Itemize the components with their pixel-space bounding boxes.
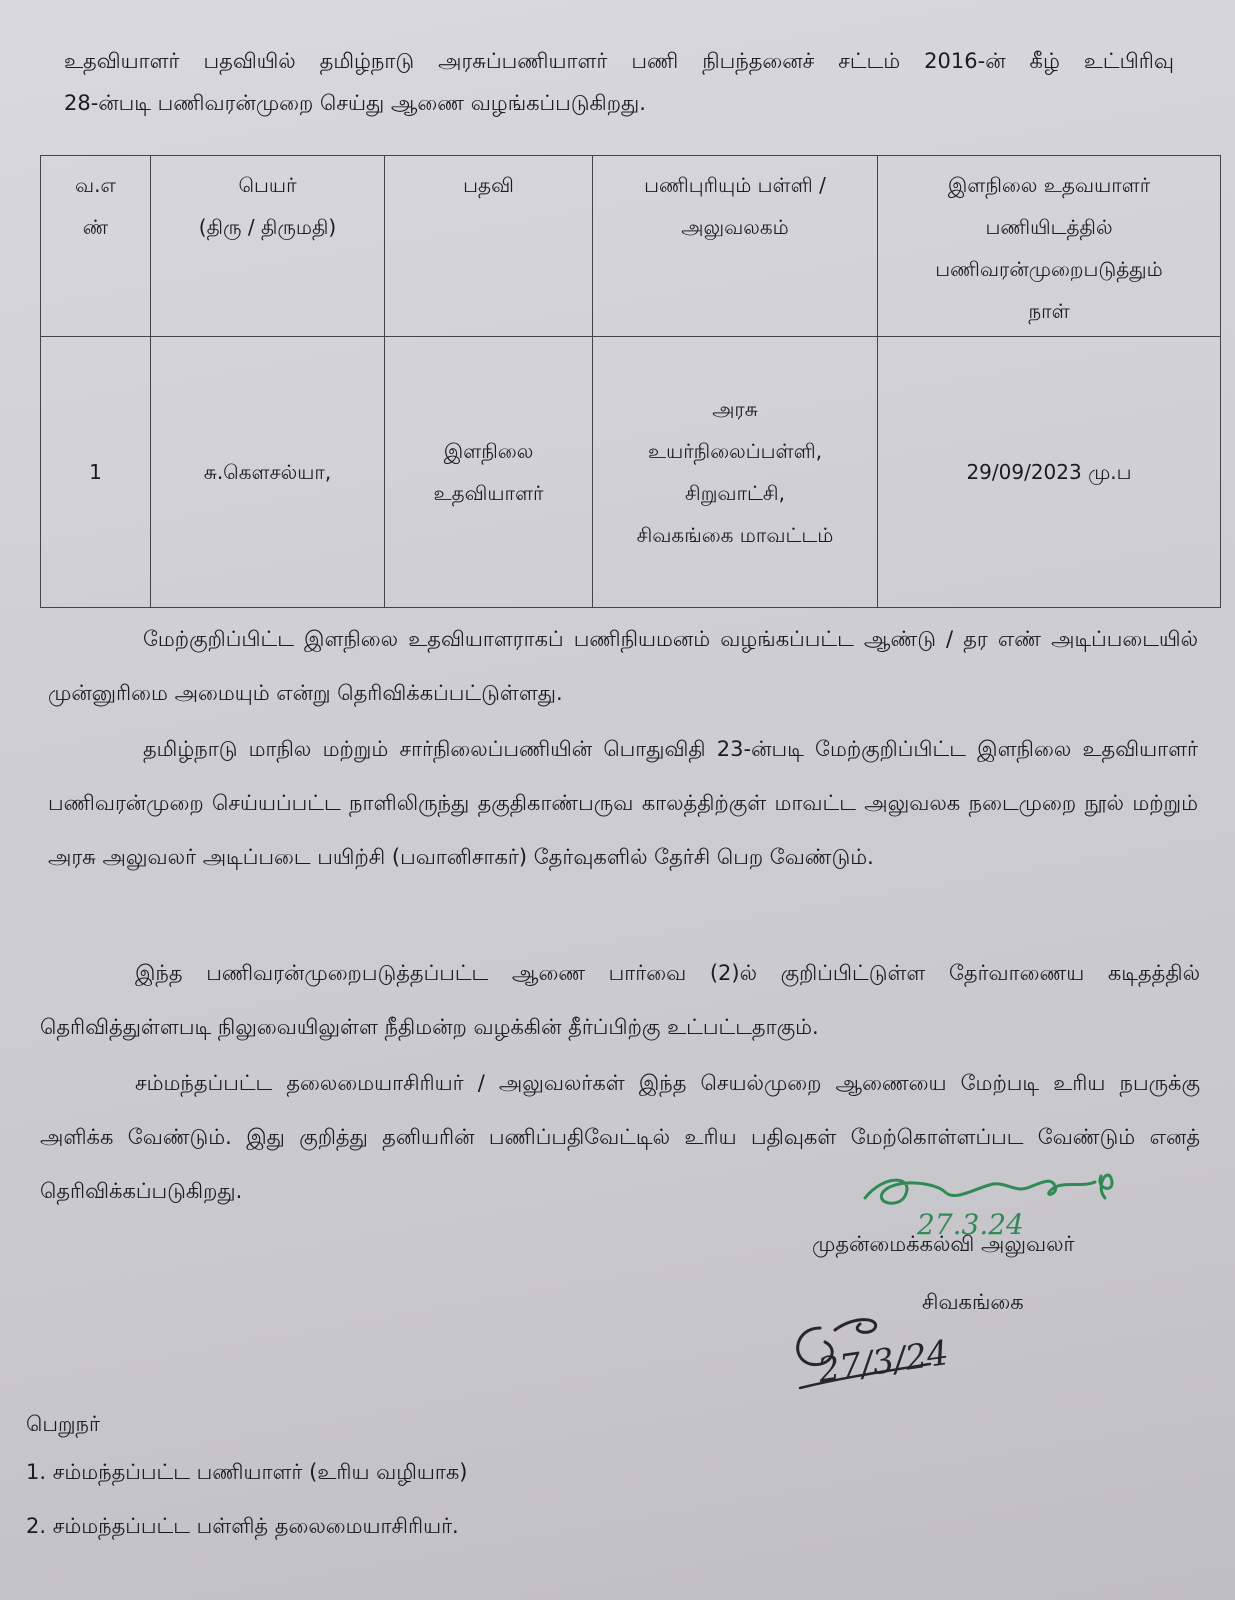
paragraph-instructions: சம்மந்தப்பட்ட தலைமையாசிரியர் / அலுவலர்கள் இந்த செயல்முறை ஆணையை மேற்படி உரிய நபருக்கு அளிக்க வேண்டும். இது குறித்து தனியரின் பணிப்பதிவேட்டில் உரிய பதிவுகள் மேற்கொள்ளப்பட வேண்டும் எனத் தெரிவிக்கப்படுகிறது. [40, 1071, 1200, 1203]
recipient-item: 2. சம்மந்தப்பட்ட பள்ளித் தலைமையாசிரியர். [26, 1514, 459, 1538]
svg-text:27.3.24: 27.3.24 [917, 1208, 1024, 1240]
header-date: இளநிலை உதவயாளர் பணியிடத்தில் பணிவரன்முறைபடுத்தும் நாள் [878, 156, 1221, 337]
recipient-item: 1. சம்மந்தப்பட்ட பணியாளர் (உரிய வழியாக) [26, 1460, 468, 1484]
header-office: பணிபுரியும் பள்ளி / அலுவலகம் [593, 156, 878, 337]
cell-office: அரசு உயர்நிலைப்பள்ளி, சிறுவாட்சி, சிவகங்கை மாவட்டம் [593, 337, 878, 608]
signature-dark-icon [780, 1310, 980, 1410]
intro-line-1: உதவியாளர் பதவியில் தமிழ்நாடு அரசுப்பணியாளர் பணி நிபந்தனைச் சட்டம் 2016-ன் கீழ் உட்பிரிவு [64, 49, 1174, 73]
paragraph-probation: தமிழ்நாடு மாநில மற்றும் சார்நிலைப்பணியின் பொதுவிதி 23-ன்படி மேற்குறிப்பிட்ட இளநிலை உதவியாளர் பணிவரன்முறை செய்யப்பட்ட நாளிலிருந்து தகுதிகாண்பருவ காலத்திற்குள் மாவட்ட அலுவலக நடைமுறை நூல் மற்றும் அரசு அலுவலர் அடிப்படை பயிற்சி (பவானிசாகர்) தேர்வுகளில் தேர்சி பெற வேண்டும். [48, 737, 1198, 869]
officer-designation: முதன்மைக்கல்வி அலுவலர் [812, 1232, 1075, 1256]
paragraph-court-case: இந்த பணிவரன்முறைபடுத்தப்பட்ட ஆணை பார்வை (2)ல் குறிப்பிட்டுள்ள தேர்வாணைய கடிதத்தில் தெரிவித்துள்ளபடி நிலுவையிலுள்ள நீதிமன்ற வழக்கின் தீர்ப்பிற்கு உட்பட்டதாகும். [40, 961, 1200, 1039]
signature-green-icon [855, 1168, 1135, 1240]
paragraph-seniority: மேற்குறிப்பிட்ட இளநிலை உதவியாளராகப் பணிநியமனம் வழங்கப்பட்ட ஆண்டு / தர எண் அடிப்படையில் முன்னுரிமை அமையும் என்று தெரிவிக்கப்பட்டுள்ளது. [48, 627, 1198, 705]
intro-line-2: 28-ன்படி பணிவரன்முறை செய்து ஆணை வழங்கப்படுகிறது. [64, 91, 646, 115]
officer-place: சிவகங்கை [922, 1290, 1024, 1314]
cell-date: 29/09/2023 மு.ப [878, 337, 1221, 608]
cell-serial: 1 [41, 337, 151, 608]
recipients-heading: பெறுநர் [26, 1412, 100, 1436]
table-row [41, 337, 1221, 608]
header-serial: வ.எ ண் [41, 156, 151, 337]
header-name: பெயர் (திரு / திருமதி) [151, 156, 385, 337]
header-post: பதவி [385, 156, 593, 337]
cell-post: இளநிலை உதவியாளர் [385, 337, 593, 608]
cell-name: சு.கௌசல்யா, [151, 337, 385, 608]
table-header-row [41, 156, 1221, 337]
regularization-table [40, 155, 1221, 608]
svg-text:27/3/24: 27/3/24 [815, 1333, 952, 1391]
